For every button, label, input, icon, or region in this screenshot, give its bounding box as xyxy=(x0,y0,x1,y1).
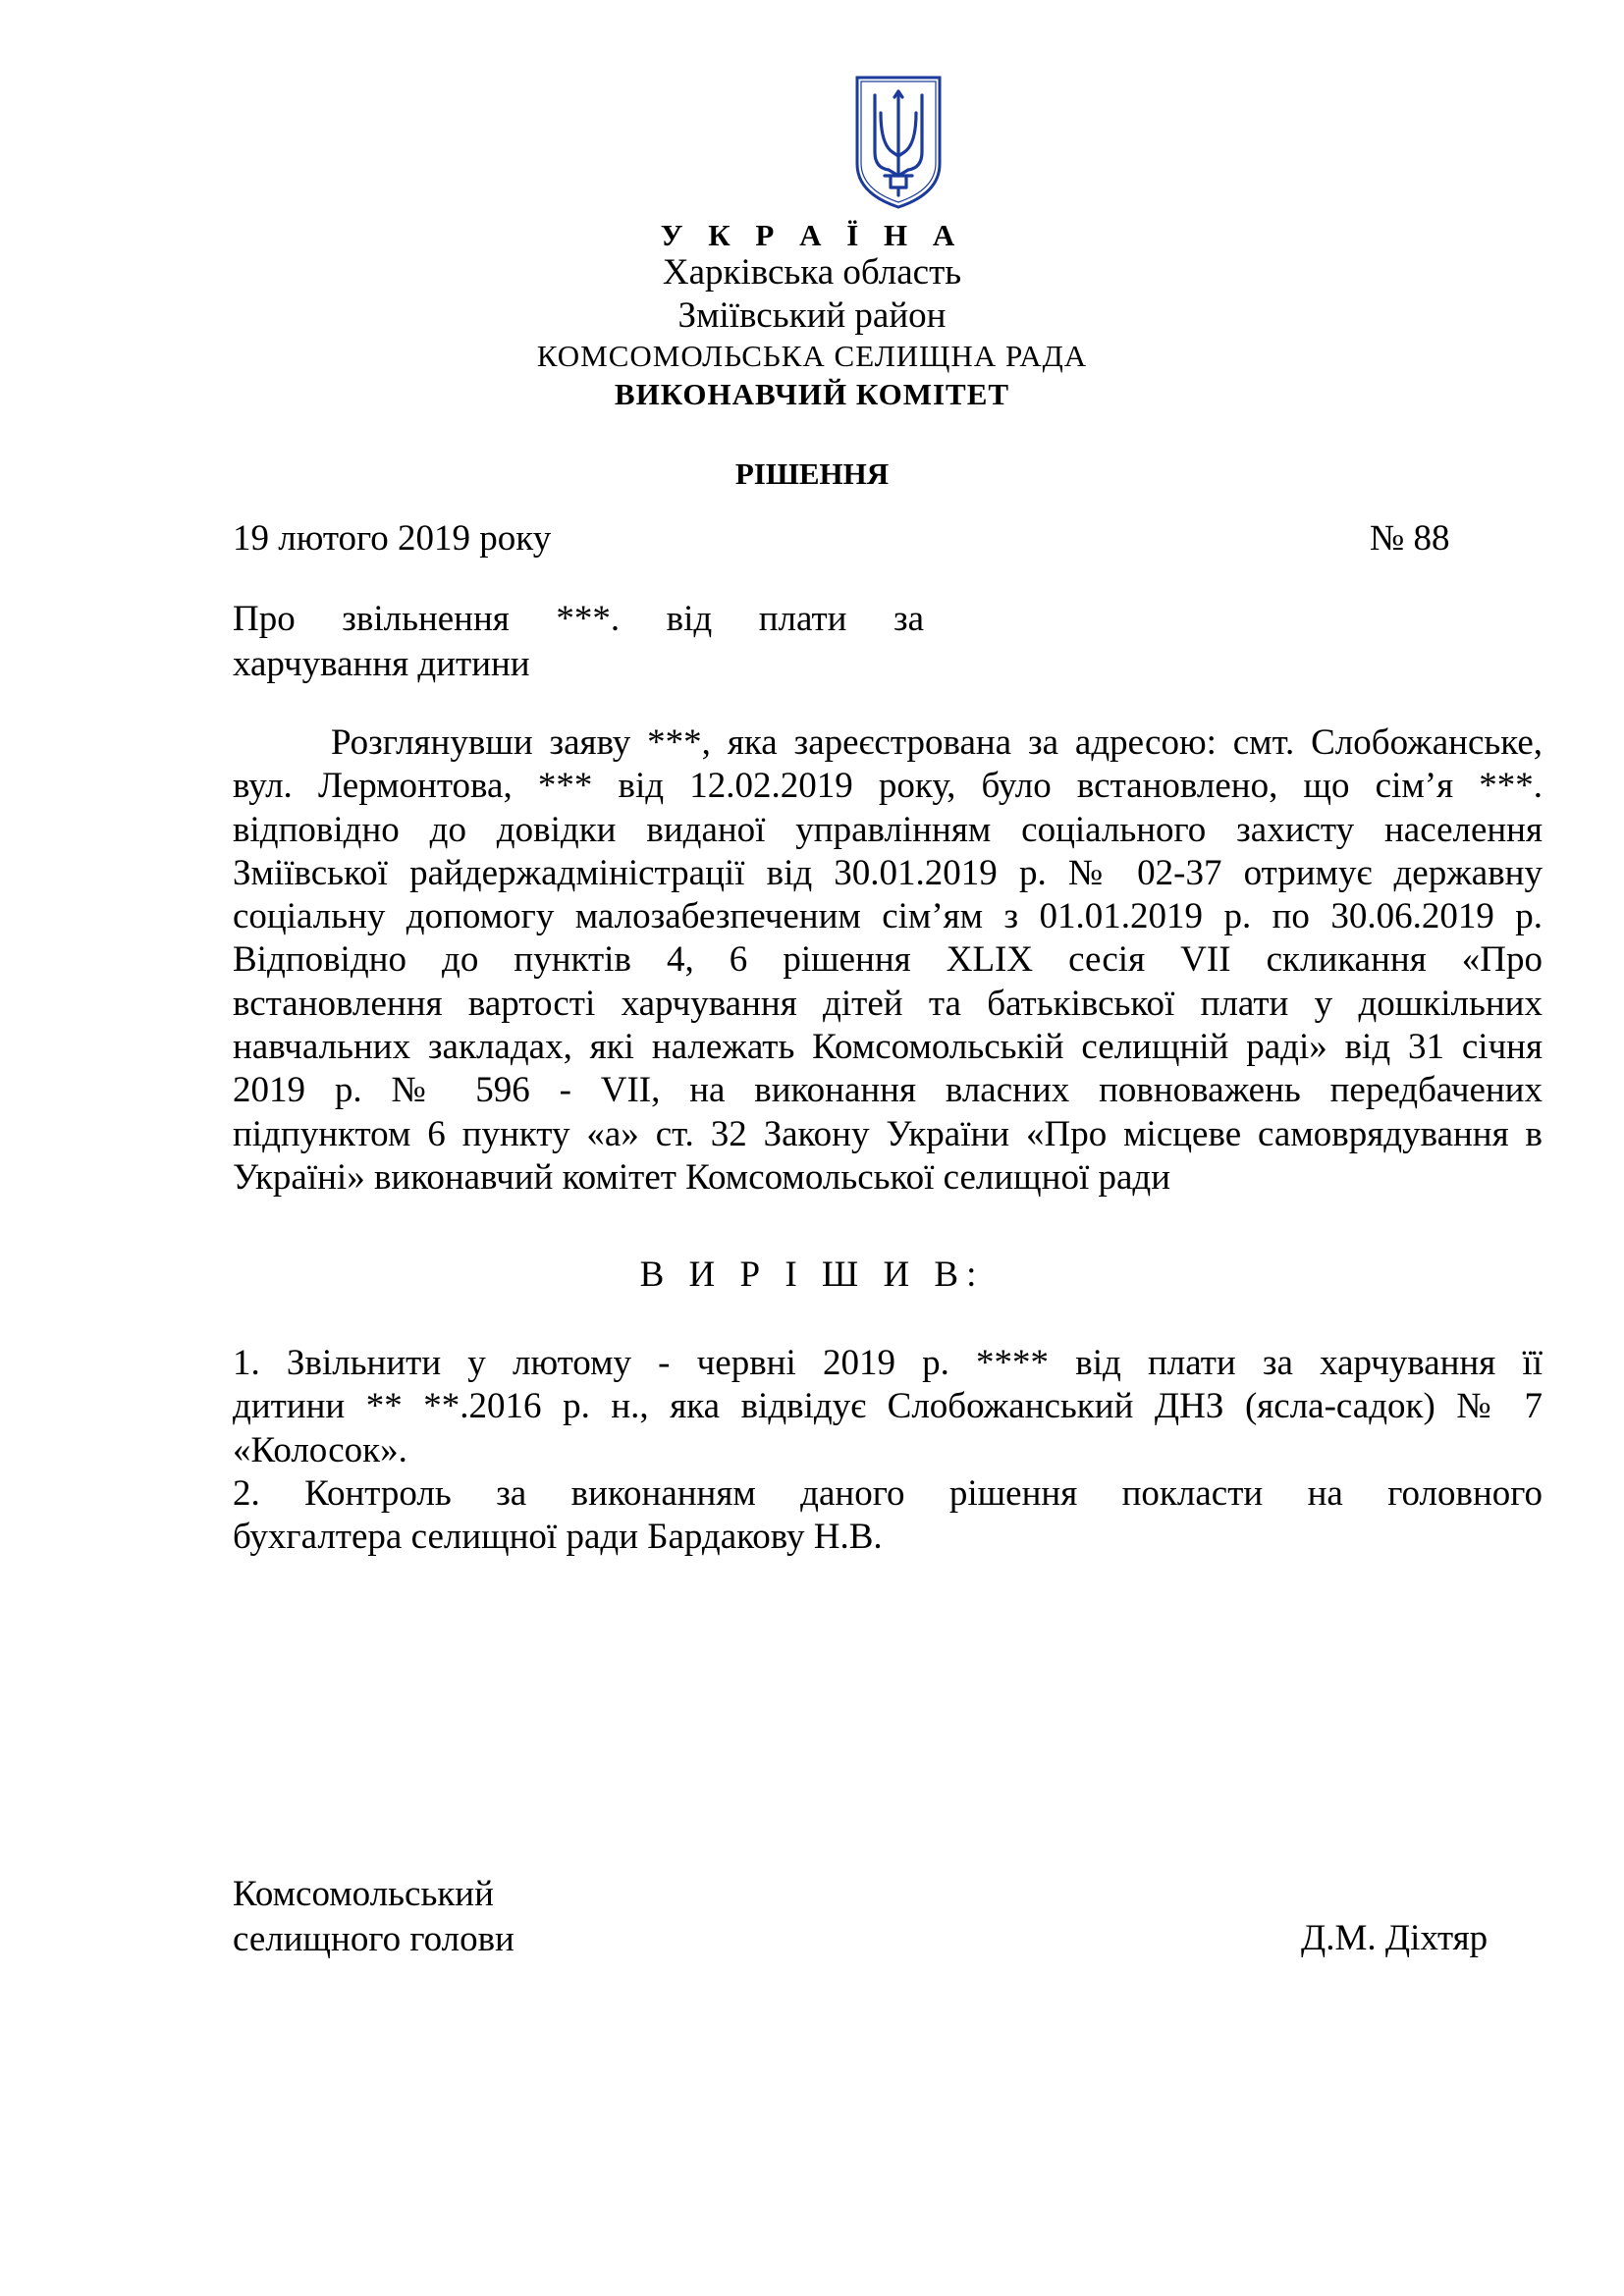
coat-of-arms-emblem xyxy=(851,74,946,211)
signature-title-line: Комсомольський xyxy=(233,1874,494,1914)
signature-name: Д.М. Діхтяр xyxy=(1301,1918,1489,1958)
country-name: У К Р А Ї Н А xyxy=(660,218,964,252)
body-line: соціальну допомогу малозабезпеченим сім’ям з 01.01.2019 р. по 30.06.2019 р. xyxy=(233,896,1543,937)
council-name: КОМСОМОЛЬСЬКА СЕЛИЩНА РАДА xyxy=(536,339,1088,373)
decision-item-line: «Колосок». xyxy=(233,1429,407,1470)
decision-items xyxy=(233,1342,1543,1559)
document-number: № 88 xyxy=(1370,518,1450,559)
decision-item-line: бухгалтера селищної ради Бардакову Н.В. xyxy=(233,1517,883,1558)
decision-heading: В И Р І Ш И В: xyxy=(639,1255,985,1295)
body-line: Розглянувши заяву ***, яка зареєстрована за адресою: смт. Слобожанське, xyxy=(331,722,1543,763)
document-type: РІШЕННЯ xyxy=(734,456,890,491)
subject-line: харчування дитини xyxy=(233,644,530,684)
body-line: встановлення вартості харчування дітей та батьківської плати у дошкільних xyxy=(233,983,1543,1024)
region-name: Харківська область xyxy=(662,252,962,293)
body-line: Україні» виконавчий комітет Комсомольської селищної ради xyxy=(233,1156,1171,1198)
trident-coat-of-arms-icon xyxy=(851,74,946,211)
body-line: вул. Лермонтова, *** від 12.02.2019 року, було встановлено, що сім’я ***. xyxy=(233,766,1543,807)
body-line: Зміївської райдержадміністрації від 30.01.2019 р. № 02-37 отримує державну xyxy=(233,852,1543,893)
subject-line: Про звільнення ***. від плати за xyxy=(233,599,924,639)
body-line: навчальних закладах, які належать Комсомольській селищній раді» від 31 січня xyxy=(233,1027,1543,1068)
body-line: підпунктом 6 пункту «а» ст. 32 Закону України «Про місцеве самоврядування в xyxy=(233,1113,1543,1154)
committee-name: ВИКОНАВЧИЙ КОМІТЕТ xyxy=(614,377,1010,411)
decision-item-line: 2. Контроль за виконанням даного рішення покласти на головного xyxy=(233,1472,1543,1514)
body-line: 2019 р. № 596 - VII, на виконання власних повноважень передбачених xyxy=(233,1070,1543,1111)
document-subject xyxy=(233,597,924,687)
decision-item-line: 1. Звільнити у лютому - червні 2019 р. **** від плати за харчування її xyxy=(233,1343,1543,1383)
document-date: 19 лютого 2019 року xyxy=(233,518,552,559)
signature-title xyxy=(233,1872,514,1962)
body-line: Відповідно до пунктів 4, 6 рішення XLIX сесія VII скликання «Про xyxy=(233,939,1543,981)
document-body xyxy=(233,721,1543,1200)
decision-item-line: дитини ** **.2016 р. н., яка відвідує Слобожанський ДНЗ (ясла-садок) № 7 xyxy=(233,1386,1543,1427)
body-line: відповідно до довідки виданої управлінням соціального захисту населення xyxy=(233,809,1543,850)
district-name: Зміївський район xyxy=(677,295,947,336)
signature-title-line: селищного голови xyxy=(233,1919,514,1959)
